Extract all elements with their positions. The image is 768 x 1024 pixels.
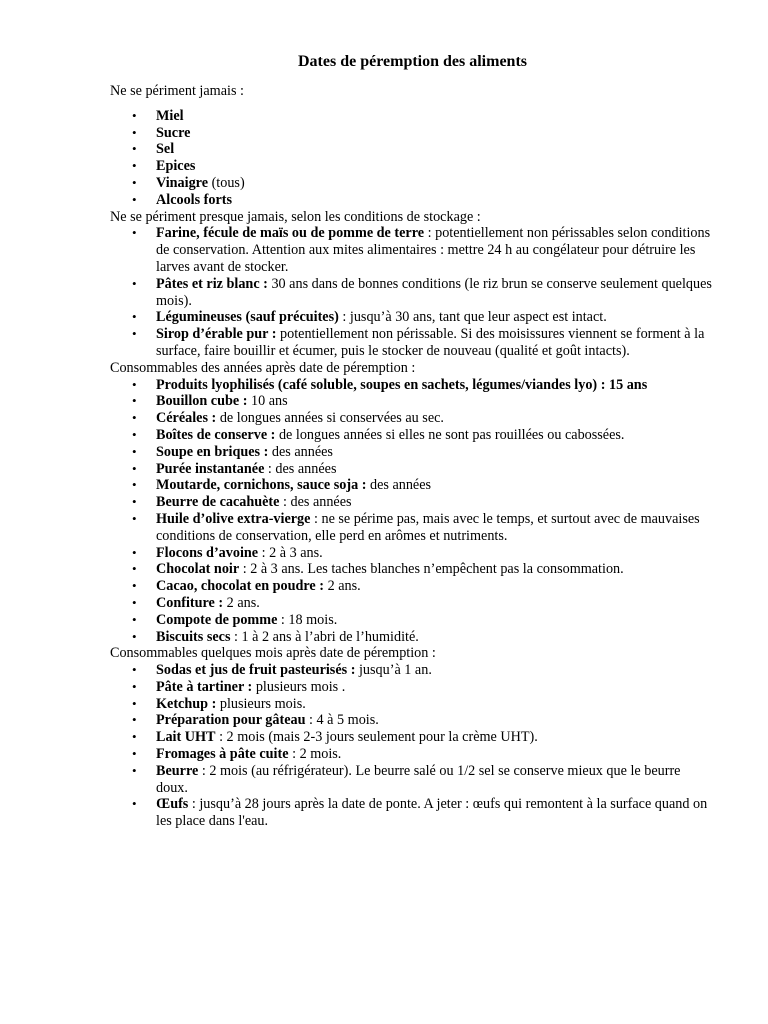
bullet-icon: • <box>132 510 137 526</box>
bullet-icon: • <box>132 326 137 342</box>
item-term: Céréales : <box>156 410 217 427</box>
item-description: 2 ans. <box>223 594 260 611</box>
item-description: : des années <box>264 460 337 477</box>
list-item <box>110 696 715 713</box>
list-item <box>110 595 715 612</box>
list-item <box>110 612 715 629</box>
item-term: Compote de pomme <box>156 611 278 628</box>
item-term: Légumineuses (sauf précuites) <box>156 309 339 326</box>
list-item <box>110 494 715 511</box>
item-term: Bouillon cube : <box>156 393 248 410</box>
item-term: Lait UHT <box>156 729 216 746</box>
list-item <box>110 746 715 763</box>
list-item <box>110 444 715 461</box>
list-item <box>110 629 715 646</box>
bullet-icon: • <box>132 628 137 644</box>
list-item <box>110 377 715 394</box>
bullet-icon: • <box>132 561 137 577</box>
section-heading: Ne se périment presque jamais, selon les conditions de stockage : <box>110 208 481 225</box>
bullet-icon: • <box>132 225 137 241</box>
bullet-list <box>110 377 715 646</box>
bullet-icon: • <box>132 695 137 711</box>
item-term: Pâte à tartiner : <box>156 678 253 695</box>
item-description: des années <box>366 477 432 494</box>
item-description: : 18 mois. <box>277 611 338 628</box>
list-item <box>110 393 715 410</box>
item-description: : 2 mois (mais 2-3 jours seulement pour la crème UHT). <box>215 729 538 746</box>
item-description: : jusqu’à 28 jours après la date de ponte. A jeter : œufs qui remontent à la surface quand on les place dans l'eau. <box>156 796 708 830</box>
bullet-icon: • <box>132 678 137 694</box>
section-heading: Consommables des années après date de péremption : <box>110 359 416 376</box>
item-description: : 1 à 2 ans à l’abri de l’humidité. <box>230 628 419 645</box>
list-item <box>110 561 715 578</box>
item-term: Cacao, chocolat en poudre : <box>156 578 325 595</box>
bullet-list <box>110 662 715 830</box>
bullet-icon: • <box>132 443 137 459</box>
item-term: Moutarde, cornichons, sauce soja : <box>156 477 367 494</box>
list-item <box>110 192 715 209</box>
list-item <box>110 796 715 830</box>
bullet-icon: • <box>132 426 137 442</box>
item-term: Alcools forts <box>156 191 233 208</box>
item-description: 2 ans. <box>324 578 361 595</box>
bullet-icon: • <box>132 141 137 157</box>
item-term: Flocons d’avoine <box>156 544 259 561</box>
item-description: plusieurs mois . <box>252 678 346 695</box>
list-item <box>110 763 715 797</box>
list-item <box>110 545 715 562</box>
list-item <box>110 578 715 595</box>
item-term: Vinaigre <box>156 174 209 191</box>
list-item <box>110 477 715 494</box>
bullet-list <box>110 225 715 359</box>
bullet-icon: • <box>132 376 137 392</box>
item-term: Sucre <box>156 124 191 141</box>
item-description: : 2 mois. <box>288 746 342 763</box>
item-description: jusqu’à 1 an. <box>355 662 432 679</box>
item-term: Produits lyophilisés (café soluble, soupes en sachets, légumes/viandes lyo) : 15 ans <box>156 376 648 393</box>
item-term: Beurre de cacahuète <box>156 494 280 511</box>
item-term: Boîtes de conserve : <box>156 426 276 443</box>
bullet-icon: • <box>132 460 137 476</box>
list-item <box>110 410 715 427</box>
document-body <box>110 83 715 830</box>
bullet-icon: • <box>132 275 137 291</box>
item-term: Pâtes et riz blanc : <box>156 275 268 292</box>
bullet-icon: • <box>132 393 137 409</box>
section-heading: Ne se périment jamais : <box>110 83 244 99</box>
section-heading: Consommables quelques mois après date de péremption : <box>110 645 436 662</box>
bullet-icon: • <box>132 712 137 728</box>
item-description: : des années <box>279 494 352 511</box>
item-description: : 2 à 3 ans. Les taches blanches n’empêchent pas la consommation. <box>239 561 624 578</box>
item-term: Epices <box>156 158 196 175</box>
item-description: : 2 à 3 ans. <box>258 544 323 561</box>
item-term: Confiture : <box>156 594 224 611</box>
list-item <box>110 158 715 175</box>
item-description: : jusqu’à 30 ans, tant que leur aspect est intact. <box>338 309 607 326</box>
bullet-icon: • <box>132 174 137 190</box>
list-item <box>110 141 715 158</box>
bullet-icon: • <box>132 494 137 510</box>
item-term: Farine, fécule de maïs ou de pomme de terre <box>156 225 425 242</box>
item-term: Beurre <box>156 762 199 779</box>
list-item <box>110 461 715 478</box>
item-description: de longues années si conservées au sec. <box>216 410 444 427</box>
bullet-icon: • <box>132 662 137 678</box>
bullet-icon: • <box>132 729 137 745</box>
item-term: Miel <box>156 107 184 124</box>
item-term: Biscuits secs <box>156 628 231 645</box>
list-item <box>110 108 715 125</box>
bullet-list <box>110 108 715 209</box>
item-description: 10 ans <box>247 393 288 410</box>
item-term: Soupe en briques : <box>156 443 269 460</box>
bullet-icon: • <box>132 191 137 207</box>
bullet-icon: • <box>132 544 137 560</box>
item-description: : 2 mois (au réfrigérateur). Le beurre salé ou 1/2 sel se conserve mieux que le beurre doux. <box>156 762 681 796</box>
bullet-icon: • <box>132 309 137 325</box>
list-item <box>110 662 715 679</box>
bullet-icon: • <box>132 124 137 140</box>
item-term: Huile d’olive extra-vierge <box>156 510 311 527</box>
bullet-icon: • <box>132 594 137 610</box>
bullet-icon: • <box>132 611 137 627</box>
item-term: Ketchup : <box>156 695 217 712</box>
bullet-icon: • <box>132 578 137 594</box>
list-item <box>110 225 715 275</box>
item-term: Fromages à pâte cuite <box>156 746 289 763</box>
list-item <box>110 679 715 696</box>
list-item <box>110 712 715 729</box>
item-term: Sodas et jus de fruit pasteurisés : <box>156 662 356 679</box>
list-item <box>110 326 715 360</box>
list-item <box>110 427 715 444</box>
list-item <box>110 175 715 192</box>
list-item <box>110 125 715 142</box>
item-term: Œufs <box>156 796 189 813</box>
document-page <box>110 52 715 830</box>
item-description: potentiellement non périssable. Si des moisissures viennent se forment à la surface, faire bouillir et écumer, puis le stocker de nouveau (qualité et goût intacts). <box>156 326 705 359</box>
item-description: : 4 à 5 mois. <box>305 712 379 729</box>
document-title: Dates de péremption des aliments <box>297 53 528 70</box>
bullet-icon: • <box>132 762 137 778</box>
bullet-icon: • <box>132 410 137 426</box>
item-term: Sel <box>156 141 175 158</box>
list-item <box>110 729 715 746</box>
item-description: : potentiellement non périssables selon conditions de conservation. Attention aux mites alimentaires : mettre 24 h au congélateur pour détruire les larves avant de stocker. <box>156 225 711 275</box>
item-term: Préparation pour gâteau <box>156 712 306 729</box>
bullet-icon: • <box>132 158 137 174</box>
item-description: des années <box>268 443 333 460</box>
bullet-icon: • <box>132 796 137 812</box>
list-item <box>110 511 715 545</box>
item-description: plusieurs mois. <box>216 695 306 712</box>
list-item <box>110 276 715 310</box>
item-description: : ne se périme pas, mais avec le temps, et surtout avec de mauvaises conditions de conservation, elle perd en arômes et nutriments. <box>156 510 700 544</box>
list-item <box>110 309 715 326</box>
item-term: Purée instantanée <box>156 460 265 477</box>
item-term: Sirop d’érable pur : <box>156 326 277 343</box>
item-description: (tous) <box>208 174 245 191</box>
bullet-icon: • <box>132 107 137 123</box>
item-description: 30 ans dans de bonnes conditions (le riz brun se conserve seulement quelques mois). <box>156 275 712 309</box>
item-term: Chocolat noir <box>156 561 240 578</box>
bullet-icon: • <box>132 477 137 493</box>
bullet-icon: • <box>132 746 137 762</box>
item-description: de longues années si elles ne sont pas rouillées ou cabossées. <box>275 426 625 443</box>
